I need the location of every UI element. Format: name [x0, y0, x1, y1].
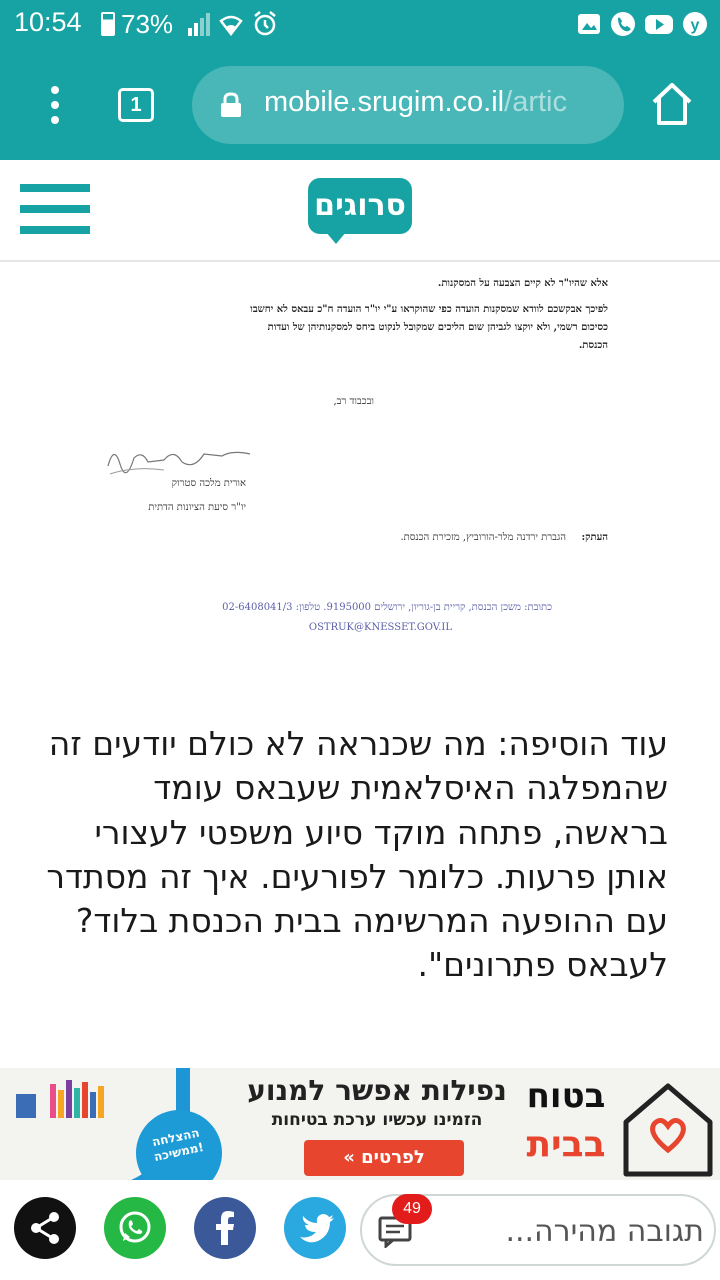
logo-pointer	[326, 232, 346, 244]
letter-line: הגברת ירדנה מלר-הורוביץ, מזכירת הכנסת.	[400, 532, 566, 543]
letter-line: ובכבוד רב,	[333, 396, 374, 407]
hamburger-icon[interactable]	[20, 184, 90, 236]
comment-count-badge: 49	[392, 1194, 432, 1224]
letter-line: כסיכום רשמי, ולא יוקצו לגביהן שום הליכים שמקובל לנקוט ביחס למסקנותיהן של ועדות	[267, 322, 608, 333]
letter-line: העתק:	[581, 532, 608, 543]
site-logo[interactable]: סרוגים	[308, 178, 412, 234]
quick-reply-placeholder: תגובה מהירה...	[505, 1214, 704, 1249]
ad-subline: הזמינו עכשיו ערכת בטיחות	[271, 1110, 483, 1130]
share-icon[interactable]	[14, 1197, 76, 1259]
signature-image	[104, 440, 254, 480]
wifi-icon	[218, 10, 244, 38]
facebook-icon[interactable]	[194, 1197, 256, 1259]
ad-brand-line2: בבית	[526, 1124, 606, 1165]
status-time: 10:54	[14, 7, 82, 37]
more-vert-icon[interactable]	[46, 86, 66, 124]
alarm-icon	[252, 10, 278, 38]
letter-image	[0, 262, 720, 672]
letter-line: כתובת: משכן הכנסת, קריית בן-גוריון, ירושלים 9195000. טלפון: 02-6408041/3	[222, 602, 552, 613]
home-icon[interactable]	[650, 80, 694, 128]
ad-brand-line1: בטוח	[526, 1076, 606, 1116]
ad-cta-button[interactable]: לפרטים »	[304, 1140, 464, 1176]
whatsapp-icon[interactable]	[104, 1197, 166, 1259]
battery-percent: 73%	[121, 9, 174, 39]
phone-icon	[610, 10, 636, 38]
ad-banner[interactable]	[0, 1068, 720, 1180]
site-header	[0, 160, 720, 262]
ad-logos-image	[10, 1076, 122, 1124]
ynet-icon	[682, 10, 708, 38]
svg-text:y: y	[690, 17, 700, 34]
youtube-icon	[644, 10, 674, 38]
url-domain: mobile.srugim.co.il	[264, 86, 505, 118]
url-text	[264, 86, 567, 119]
browser-toolbar	[0, 50, 720, 160]
twitter-icon[interactable]	[284, 1197, 346, 1259]
quick-reply-input[interactable]	[360, 1194, 716, 1266]
letter-line: לפיכך אבקשכם לוודא שמסקנות הועדה כפי שהוקראו ע"י יו"ר הועדה ח"כ עבאס לא יחשבו	[250, 304, 608, 315]
signal-icon	[186, 10, 214, 38]
letter-line: הכנסת.	[578, 340, 608, 351]
image-icon	[576, 10, 602, 38]
article-paragraph: עוד הוסיפה: מה שכנראה לא כולם יודעים זה שהמפלגה האיסלאמית שעבאס עומד בראשה, פתחה מוקד סיוע משפטי לעצורי אותן פרעות. כלומר לפורעים. איך זה מסתדר עם ההופעה המרשימה בבית הכנסת בלוד? לעבאס פתרונים".	[46, 724, 668, 985]
url-bar[interactable]	[192, 66, 624, 144]
tab-switcher-button[interactable]: 1	[118, 88, 154, 122]
letter-line: אורית מלכה סטרוק	[171, 478, 246, 489]
house-heart-icon	[612, 1072, 720, 1180]
bottom-share-bar	[0, 1180, 720, 1280]
letter-line: אלא שהיו"ר לא קיים הצבעה על המסקנות.	[437, 278, 608, 289]
lock-icon	[220, 92, 242, 118]
letter-line: OSTRUK@KNESSET.GOV.IL	[308, 622, 452, 633]
status-bar	[0, 0, 720, 50]
url-path: /artic	[504, 86, 567, 118]
battery-icon	[101, 12, 115, 36]
ad-headline: נפילות אפשר למנוע	[247, 1074, 507, 1107]
letter-line: יו"ר סיעת הציונות הדתית	[148, 502, 246, 513]
ad-badge: ההצלחה ממשיכה!	[128, 1102, 230, 1180]
